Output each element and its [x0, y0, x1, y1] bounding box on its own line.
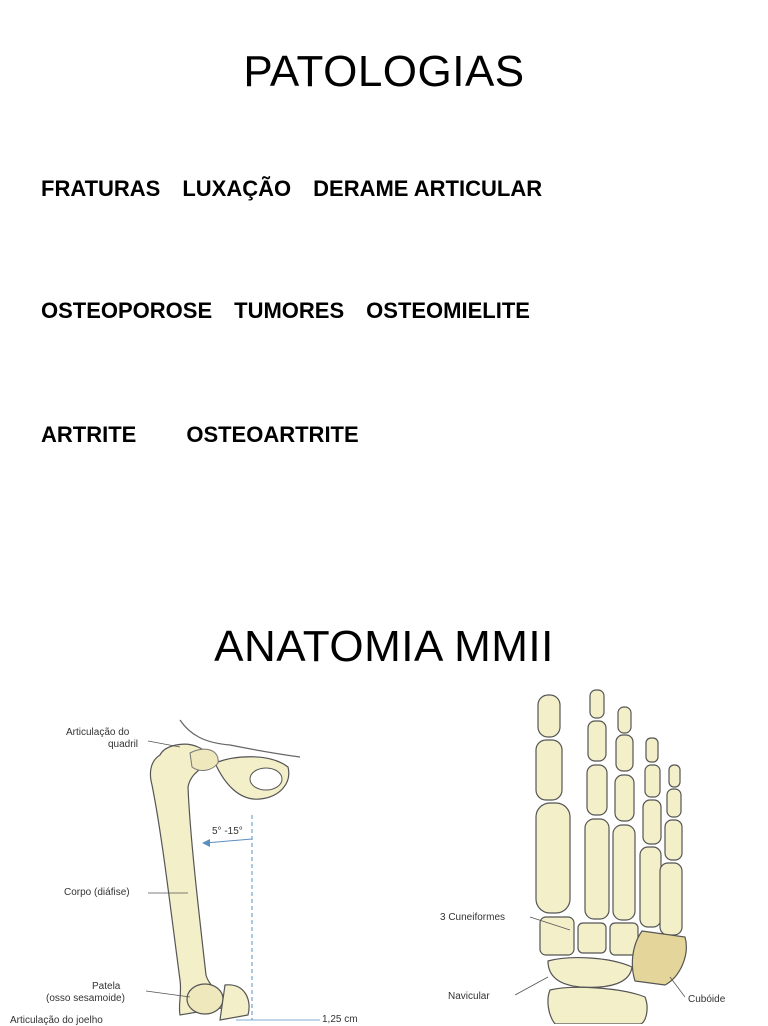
leader-line: [515, 977, 548, 995]
pathology-item: ARTRITE: [41, 422, 137, 447]
hallux-proximal: [536, 740, 562, 800]
toe2-distal: [590, 690, 604, 718]
patella-shape: [187, 984, 223, 1014]
hallux-distal: [538, 695, 560, 737]
label-patella-2: (osso sesamoide): [46, 993, 125, 1004]
label-cuboid: Cubóide: [688, 994, 726, 1005]
toe5-middle: [667, 789, 681, 817]
pathology-item: DERAME ARTICULAR: [313, 176, 543, 201]
pathology-row-2: [41, 298, 530, 324]
metatarsal-4: [640, 847, 661, 927]
label-shaft: Corpo (diáfise): [64, 887, 130, 898]
greater-trochanter: [190, 749, 218, 770]
femur-bone: [150, 744, 240, 1015]
toe4-proximal: [643, 800, 661, 844]
label-measure: 1,25 cm: [322, 1014, 358, 1025]
toe4-middle: [645, 765, 660, 797]
cuneiform-medial: [540, 917, 574, 955]
metatarsal-3: [613, 825, 635, 920]
label-knee-joint: Articulação do joelho: [10, 1015, 103, 1026]
pathology-item: LUXAÇÃO: [182, 176, 292, 201]
pathology-row-1: [41, 176, 542, 202]
pathology-item: OSTEOPOROSE: [41, 298, 213, 323]
femur-illustration: [30, 715, 390, 1024]
obturator-foramen: [250, 768, 282, 790]
label-patella: Patela: [92, 981, 121, 992]
metatarsal-2: [585, 819, 609, 919]
talus-bone: [548, 987, 647, 1024]
toe3-proximal: [615, 775, 634, 821]
label-hip-joint-2: quadril: [108, 739, 139, 750]
label-navicular: Navicular: [448, 991, 490, 1002]
cuneiform-intermediate: [578, 923, 606, 953]
pathology-item: TUMORES: [234, 298, 345, 323]
leader-line: [670, 977, 685, 997]
section-title: ANATOMIA MMII: [214, 622, 554, 671]
toe2-proximal: [587, 765, 607, 815]
metatarsal-1: [536, 803, 570, 913]
toe4-distal: [646, 738, 658, 762]
label-cuneiforms: 3 Cuneiformes: [440, 912, 506, 923]
pathology-item: OSTEOMIELITE: [366, 298, 530, 323]
arrow-head-icon: [202, 839, 210, 847]
cuboid-bone: [632, 931, 686, 985]
foot-illustration: [470, 685, 760, 1024]
pathology-item: OSTEOARTRITE: [186, 422, 359, 447]
label-hip-joint: Articulação do: [66, 727, 130, 738]
slide-title: PATOLOGIAS: [243, 47, 525, 96]
toe5-proximal: [665, 820, 682, 860]
toe2-middle: [588, 721, 606, 761]
pathology-row-3: [41, 422, 359, 448]
toe3-distal: [618, 707, 631, 733]
toe5-distal: [669, 765, 680, 787]
toe3-middle: [616, 735, 633, 771]
pathology-item: FRATURAS: [41, 176, 161, 201]
femur-condyle: [220, 985, 249, 1020]
label-angle: 5° -15°: [212, 826, 243, 837]
angle-arrow: [205, 839, 252, 843]
leader-line: [148, 741, 180, 747]
metatarsal-5: [660, 863, 682, 935]
navicular-bone: [548, 958, 632, 988]
